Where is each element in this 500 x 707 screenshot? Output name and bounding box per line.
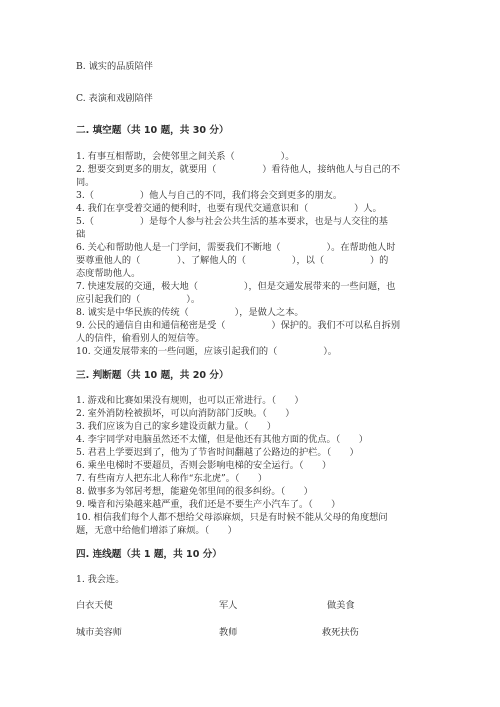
question-line: 5.（ ）是每个人参与社会公共生活的基本要求，也是与人交往的基 <box>76 216 388 227</box>
match-item-left-1[interactable]: 白衣天使 <box>76 600 113 611</box>
match-item-middle-1[interactable]: 军人 <box>219 600 238 611</box>
matching-prompt: 1. 我会连。 <box>76 574 125 585</box>
question-line: 应引起我们的（ ）。 <box>76 294 201 305</box>
option-c: C. 表演和戏剧陪伴 <box>76 93 153 104</box>
question-line: 题，无意中给他们增添了麻烦。（ ） <box>76 525 237 536</box>
question-line: 10. 交通发展带来的一些问题，应该引起我们的（ ）。 <box>76 346 337 357</box>
question-line: 要尊重他人的（ ）、了解他人的（ ），以（ ）的 <box>76 255 389 266</box>
question-line: 3.（ ）他人与自己的不同，我们将会交到更多的朋友。 <box>76 190 343 201</box>
question-line: 8. 做事多为邻居考想，能避免邻里间的很多纠纷。（ ） <box>76 486 313 497</box>
question-line: 6. 关心和帮助他人是一门学问，需要我们不断地（ ）。在帮助他人时 <box>76 242 396 253</box>
question-line: 4. 李宇同学对电脑虽然还不太懂，但是他还有其他方面的优点。（ ） <box>76 434 368 445</box>
section-matching-heading: 四. 连线题（共 1 题，共 10 分） <box>76 549 222 560</box>
question-line: 础 <box>76 229 86 240</box>
question-line: 5. 君君上学要迟到了，他为了节省时间翻越了公路边的护栏。（ ） <box>76 447 359 458</box>
question-line: 9. 公民的通信自由和通信秘密是受（ ）保护的。我们不可以私自拆别 <box>76 320 401 331</box>
match-item-left-2[interactable]: 城市美容师 <box>76 627 122 638</box>
question-line: 人的信件，偷看别人的短信等。 <box>76 333 205 344</box>
question-line: 3. 我们应该为自己的家乡建设贡献力量。（ ） <box>76 421 277 432</box>
question-line: 2. 室外消防栓被损坏，可以向消防部门反映。（ ） <box>76 408 295 419</box>
question-line: 同。 <box>76 177 95 188</box>
match-item-right-2[interactable]: 救死扶伤 <box>322 627 359 638</box>
question-line: 10. 相信我们每个人都不想给父母添麻烦，只是有时候不能从父母的角度想问 <box>76 512 388 523</box>
question-line: 7. 有些南方人把东北人称作“东北虎”。（ ） <box>76 473 268 484</box>
question-line: 8. 诚实是中华民族的传统（ ），是做人之本。 <box>76 307 304 318</box>
question-line: 7. 快速发展的交通，极大地（ ），但是交通发展带来的一些问题，也 <box>76 281 396 292</box>
question-line: 1. 游戏和比赛如果没有规则，也可以正常进行。（ ） <box>76 395 304 406</box>
question-line: 4. 我们在享受着交通的便利时，也要有现代交通意识和（ ）人。 <box>76 203 382 214</box>
section-fill-blank-heading: 二. 填空题（共 10 题，共 30 分） <box>76 125 229 136</box>
match-item-right-1[interactable]: 做美食 <box>327 600 355 611</box>
section-true-false-heading: 三. 判断题（共 10 题，共 20 分） <box>76 370 229 381</box>
question-line: 1. 有事互相帮助，会使邻里之间关系（ ）。 <box>76 151 295 162</box>
option-b: B. 诚实的品质陪伴 <box>76 61 153 72</box>
question-line: 6. 乘坐电梯时不要超员，否则会影响电梯的安全运行。（ ） <box>76 460 332 471</box>
match-item-middle-2[interactable]: 教师 <box>219 627 238 638</box>
question-line: 2. 想要交到更多的朋友，就要用（ ）看待他人，接纳他人与自己的不 <box>76 164 401 175</box>
question-line: 9. 噪音和污染越来越严重，我们还是不要生产小汽车了。（ ） <box>76 499 341 510</box>
question-line: 态度帮助他人。 <box>76 268 141 279</box>
